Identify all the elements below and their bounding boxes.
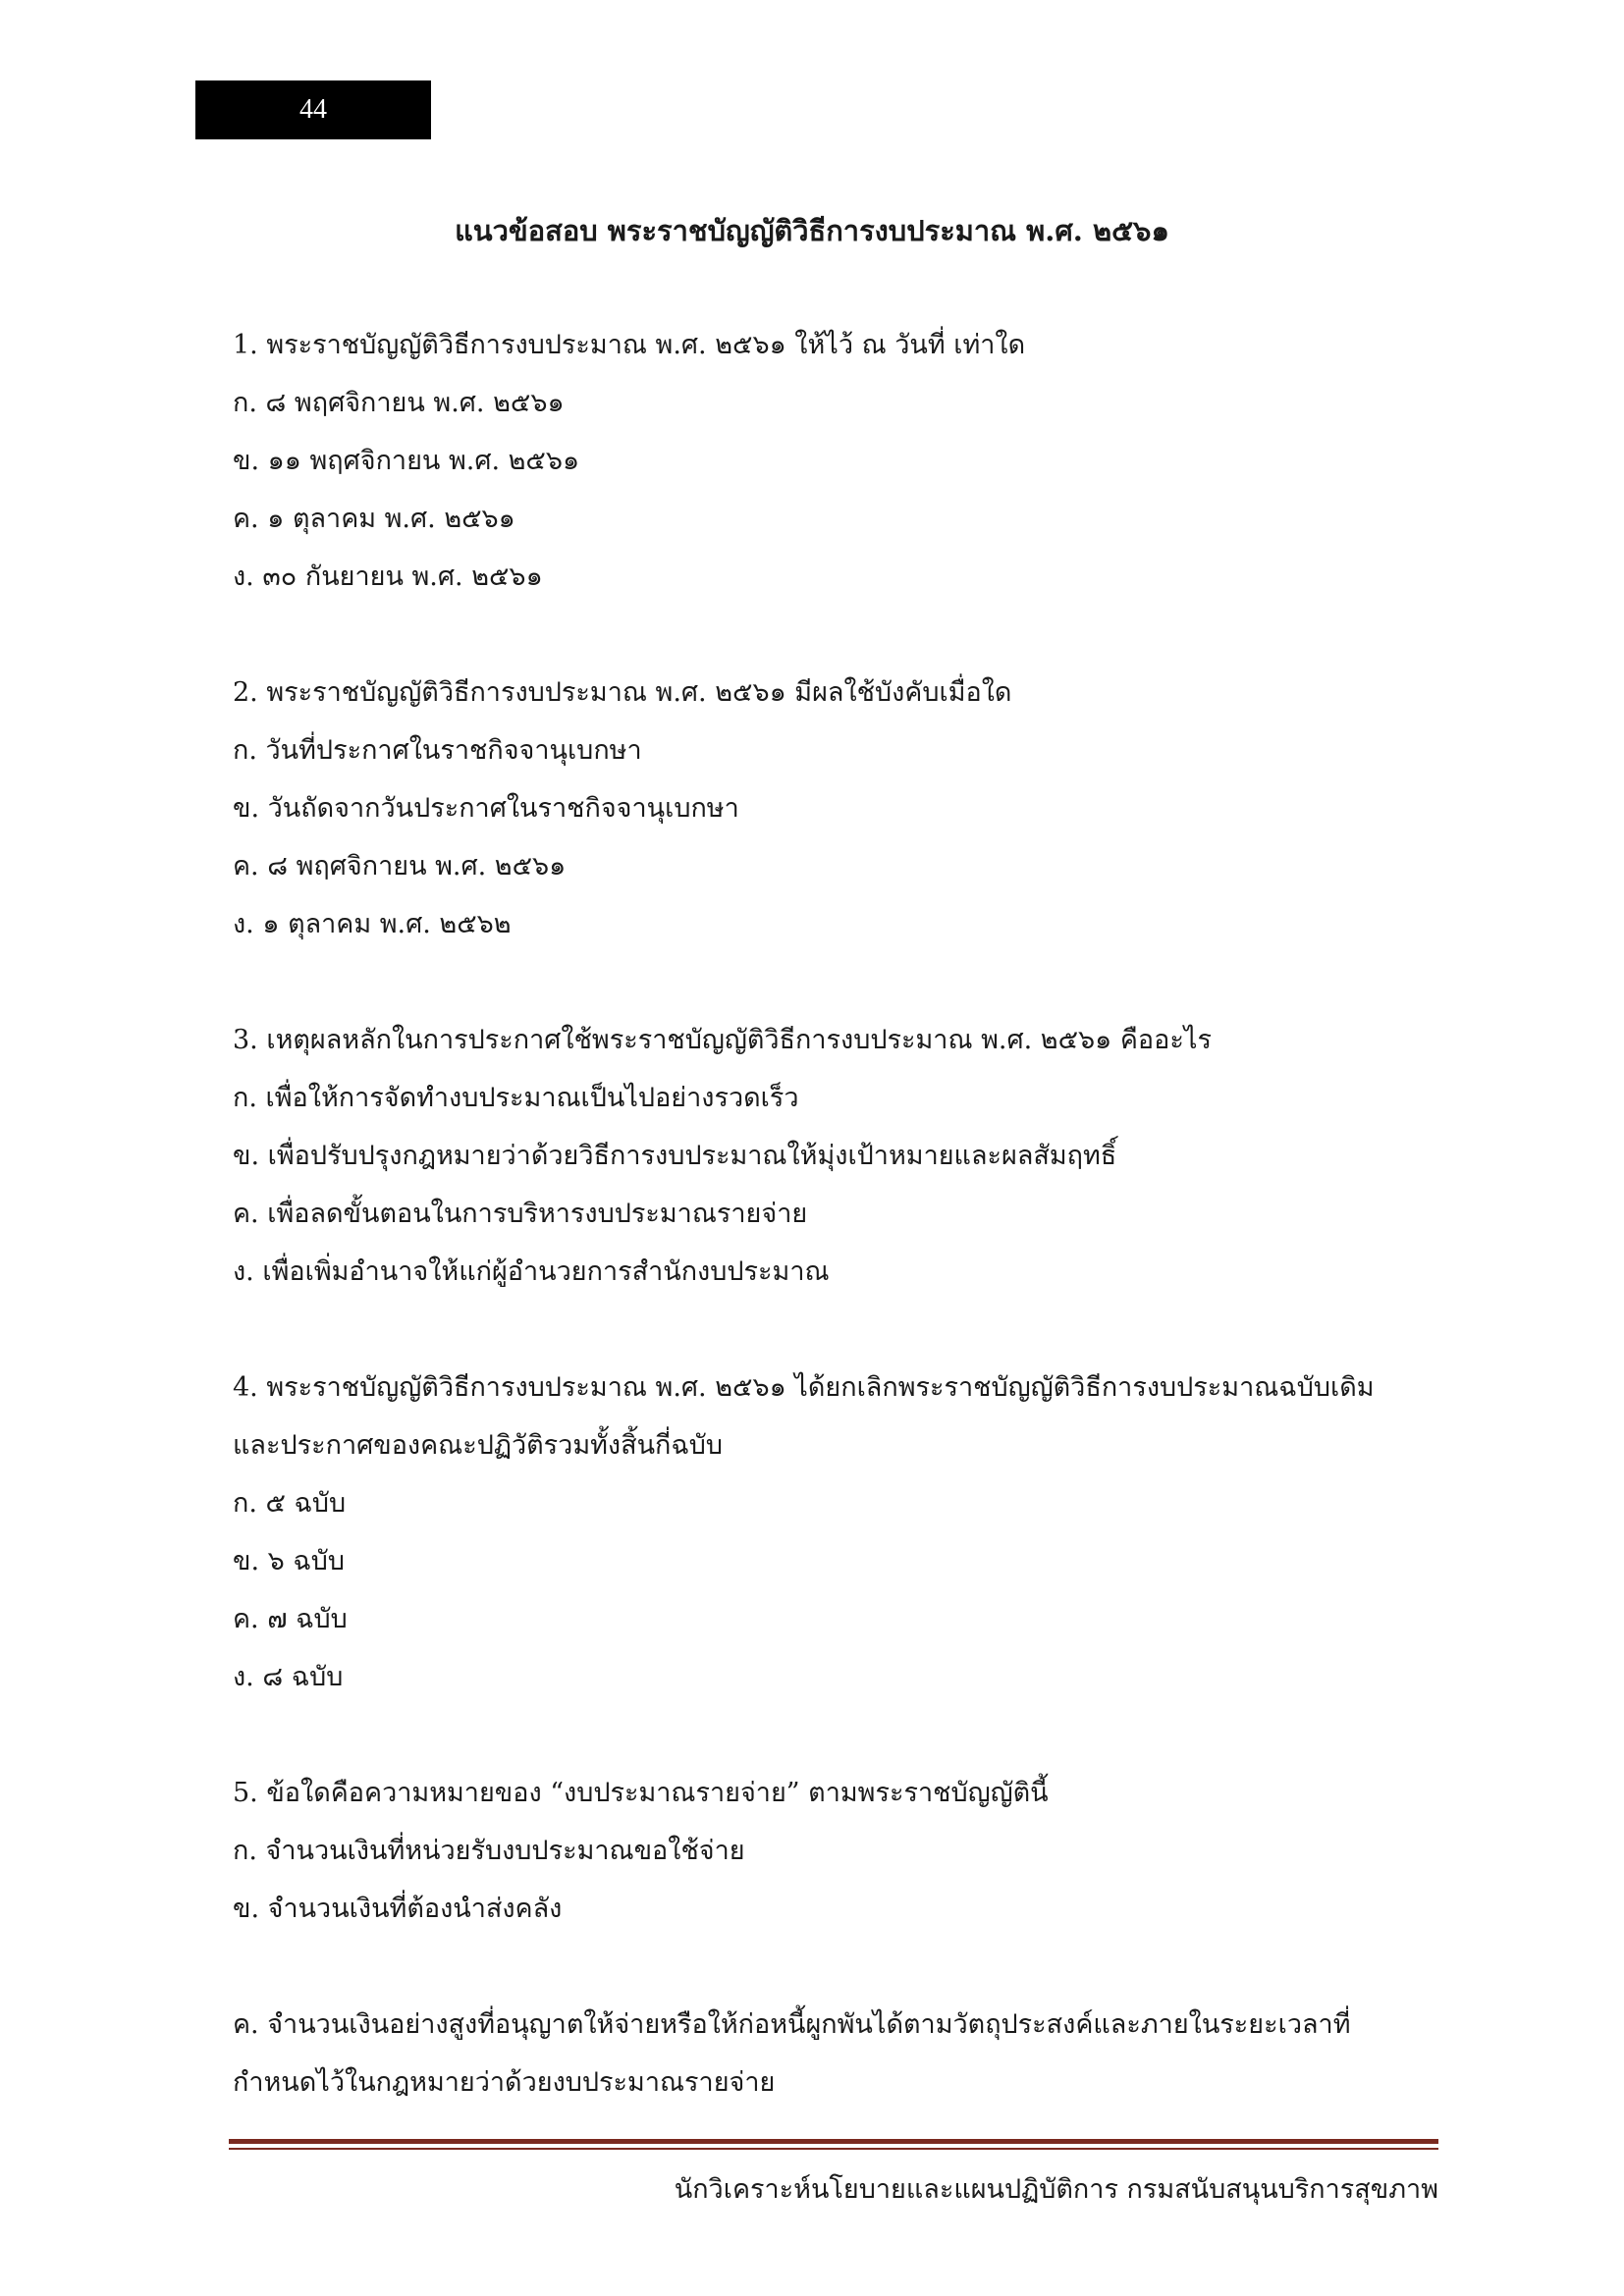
question-4-stem: 4. พระราชบัญญัติวิธีการงบประมาณ พ.ศ. ๒๕๖๑ ได้ยกเลิกพระราชบัญญัติวิธีการงบประมาณฉบับเดิม: [233, 1372, 1375, 1403]
question-3-stem: 3. เหตุผลหลักในการประกาศใช้พระราชบัญญัติวิธีการงบประมาณ พ.ศ. ๒๕๖๑ คืออะไร: [233, 1025, 1212, 1055]
question-1-choice-b: ข. ๑๑ พฤศจิกายน พ.ศ. ๒๕๖๑: [233, 446, 580, 476]
question-list: [233, 316, 1440, 2169]
footer-rule-thick: [229, 2139, 1438, 2144]
question-2-choice-d: ง. ๑ ตุลาคม พ.ศ. ๒๕๖๒: [233, 909, 512, 939]
question-1-stem: 1. พระราชบัญญัติวิธีการงบประมาณ พ.ศ. ๒๕๖๑ ให้ไว้ ณ วันที่ เท่าใด: [233, 330, 1026, 360]
question-3-choice-a: ก. เพื่อให้การจัดทำงบประมาณเป็นไปอย่างรวดเร็ว: [233, 1083, 799, 1113]
question-1-choice-c: ค. ๑ ตุลาคม พ.ศ. ๒๕๖๑: [233, 504, 515, 534]
question-5-stem: 5. ข้อใดคือความหมายของ “งบประมาณรายจ่าย” ตามพระราชบัญญัตินี้: [233, 1778, 1049, 1808]
question-1: [233, 316, 1440, 606]
question-2-choice-a: ก. วันที่ประกาศในราชกิจจานุเบกษา: [233, 735, 642, 766]
question-4-choice-c: ค. ๗ ฉบับ: [233, 1604, 348, 1634]
question-2: [233, 664, 1440, 953]
question-3-choice-c: ค. เพื่อลดขั้นตอนในการบริหารงบประมาณรายจ่าย: [233, 1199, 808, 1229]
footer-rule-thin: [229, 2148, 1438, 2150]
page-number: 44: [299, 94, 327, 125]
question-2-choice-b: ข. วันถัดจากวันประกาศในราชกิจจานุเบกษา: [233, 793, 739, 824]
question-5: [233, 1764, 1440, 1938]
question-4: [233, 1359, 1440, 1706]
footer-text: นักวิเคราะห์นโยบายและแผนปฏิบัติการ กรมสนับสนุนบริการสุขภาพ: [674, 2174, 1438, 2205]
question-5-choice-c-continued: กำหนดไว้ในกฎหมายว่าด้วยงบประมาณรายจ่าย: [233, 2067, 776, 2098]
question-1-choice-d: ง. ๓๐ กันยายน พ.ศ. ๒๕๖๑: [233, 561, 543, 592]
page-number-box: [195, 80, 431, 139]
question-2-stem: 2. พระราชบัญญัติวิธีการงบประมาณ พ.ศ. ๒๕๖๑ มีผลใช้บังคับเมื่อใด: [233, 677, 1012, 708]
question-4-choice-d: ง. ๘ ฉบับ: [233, 1662, 344, 1692]
question-5-continued: [233, 1996, 1440, 2111]
question-2-choice-c: ค. ๘ พฤศจิกายน พ.ศ. ๒๕๖๑: [233, 851, 567, 881]
document-title: แนวข้อสอบ พระราชบัญญัติวิธีการงบประมาณ พ.ศ. ๒๕๖๑: [455, 214, 1169, 247]
question-5-choice-a: ก. จำนวนเงินที่หน่วยรับงบประมาณขอใช้จ่าย: [233, 1836, 745, 1866]
question-3-choice-b: ข. เพื่อปรับปรุงกฎหมายว่าด้วยวิธีการงบประมาณให้มุ่งเป้าหมายและผลสัมฤทธิ์: [233, 1141, 1117, 1171]
question-1-choice-a: ก. ๘ พฤศจิกายน พ.ศ. ๒๕๖๑: [233, 388, 565, 418]
question-3-choice-d: ง. เพื่อเพิ่มอำนาจให้แก่ผู้อำนวยการสำนักงบประมาณ: [233, 1256, 830, 1287]
question-5-choice-c: ค. จำนวนเงินอย่างสูงที่อนุญาตให้จ่ายหรือให้ก่อหนี้ผูกพันได้ตามวัตถุประสงค์และภายในระยะเวลาที่: [233, 2009, 1351, 2040]
question-3: [233, 1011, 1440, 1301]
question-5-choice-b: ข. จำนวนเงินที่ต้องนำส่งคลัง: [233, 1894, 563, 1924]
question-4-choice-b: ข. ๖ ฉบับ: [233, 1546, 346, 1576]
question-4-stem-continued: และประกาศของคณะปฏิวัติรวมทั้งสิ้นกี่ฉบับ: [233, 1430, 724, 1461]
question-4-choice-a: ก. ๕ ฉบับ: [233, 1488, 347, 1519]
